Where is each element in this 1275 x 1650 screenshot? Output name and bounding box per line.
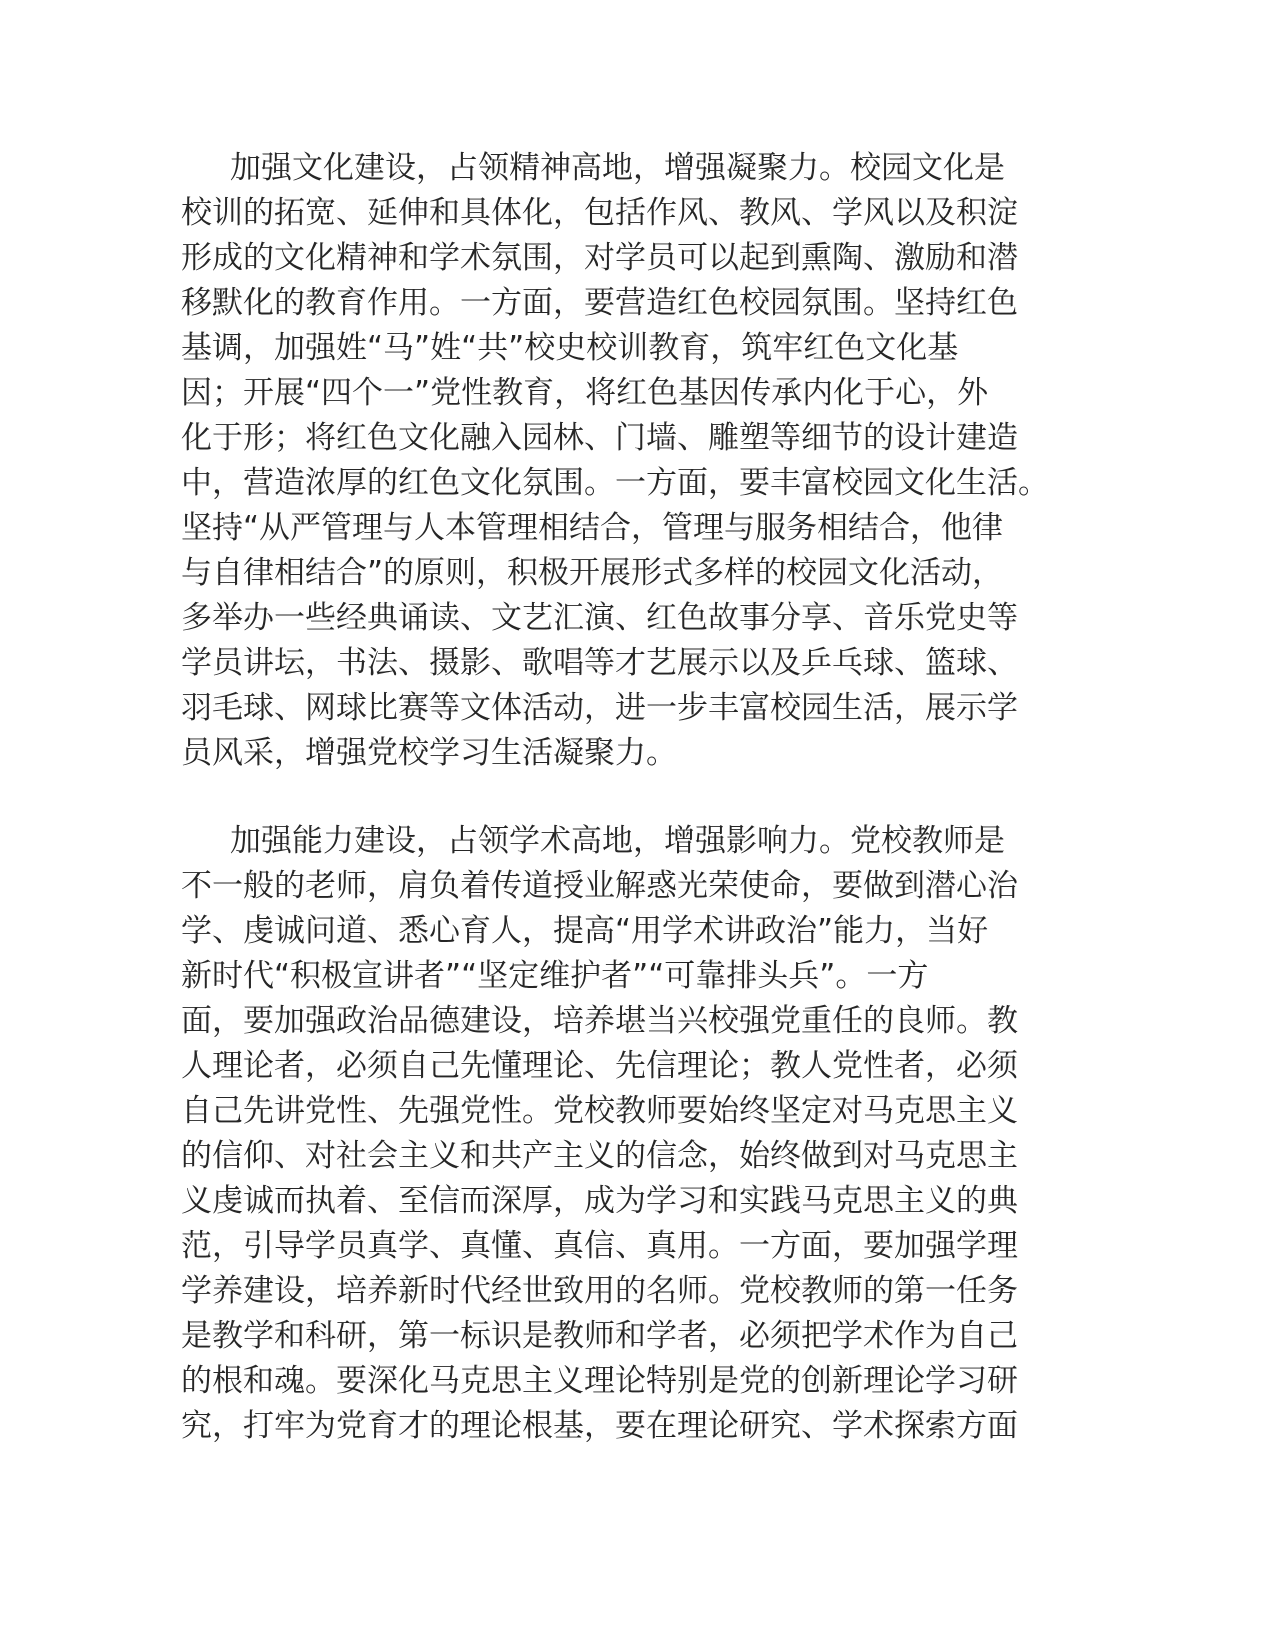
text-line: 人理论者，必须自己先懂理论、先信理论；教人党性者，必须 [181, 1048, 1018, 1084]
text-line: 自己先讲党性、先强党性。党校教师要始终坚定对马克思主义 [181, 1093, 1018, 1129]
paragraph-culture [181, 146, 1049, 776]
text-line: 加强文化建设，占领精神高地，增强凝聚力。校园文化是 [230, 150, 1005, 186]
text-line: 的信仰、对社会主义和共产主义的信念，始终做到对马克思主 [181, 1138, 1018, 1174]
paragraph-capability [181, 819, 1041, 1449]
text-line: 是教学和科研，第一标识是教师和学者，必须把学术作为自己 [181, 1318, 1018, 1354]
text-line: 范，引导学员真学、真懂、真信、真用。一方面，要加强学理 [181, 1228, 1018, 1264]
text-line: 学、虔诚问道、悉心育人，提高“用学术讲政治”能力，当好 [181, 913, 989, 949]
text-line: 新时代“积极宣讲者”“坚定维护者”“可靠排头兵”。一方 [181, 958, 929, 994]
text-line: 多举办一些经典诵读、文艺汇演、红色故事分享、音乐党史等 [181, 600, 1018, 636]
text-line: 羽毛球、网球比赛等文体活动，进一步丰富校园生活，展示学 [181, 690, 1018, 726]
text-line: 不一般的老师，肩负着传道授业解惑光荣使命，要做到潜心治 [181, 868, 1018, 904]
text-line: 与自律相结合”的原则，积极开展形式多样的校园文化活动， [181, 555, 1004, 591]
text-line: 因；开展“四个一”党性教育，将红色基因传承内化于心，外 [181, 375, 989, 411]
document-body [181, 146, 1049, 1449]
text-line: 坚持“从严管理与人本管理相结合，管理与服务相结合，他律 [181, 510, 1004, 546]
text-line: 移默化的教育作用。一方面，要营造红色校园氛围。坚持红色 [181, 285, 1018, 321]
text-line: 义虔诚而执着、至信而深厚，成为学习和实践马克思主义的典 [181, 1183, 1018, 1219]
text-line: 形成的文化精神和学术氛围，对学员可以起到熏陶、激励和潜 [181, 240, 1018, 276]
text-line: 面，要加强政治品德建设，培养堪当兴校强党重任的良师。教 [181, 1003, 1018, 1039]
text-line: 化于形；将红色文化融入园林、门墙、雕塑等细节的设计建造 [181, 420, 1018, 456]
text-line: 基调，加强姓“马”姓“共”校史校训教育，筑牢红色文化基 [181, 330, 959, 366]
text-line: 校训的拓宽、延伸和具体化，包括作风、教风、学风以及积淀 [181, 195, 1018, 231]
text-line: 学养建设，培养新时代经世致用的名师。党校教师的第一任务 [181, 1273, 1018, 1309]
text-line: 究，打牢为党育才的理论根基，要在理论研究、学术探索方面 [181, 1408, 1018, 1444]
text-line: 员风采，增强党校学习生活凝聚力。 [181, 735, 677, 771]
text-line: 中，营造浓厚的红色文化氛围。一方面，要丰富校园文化生活。 [181, 465, 1049, 501]
text-line: 的根和魂。要深化马克思主义理论特别是党的创新理论学习研 [181, 1363, 1018, 1399]
text-line: 学员讲坛，书法、摄影、歌唱等才艺展示以及乒乓球、篮球、 [181, 645, 1018, 681]
text-line: 加强能力建设，占领学术高地，增强影响力。党校教师是 [230, 823, 1005, 859]
